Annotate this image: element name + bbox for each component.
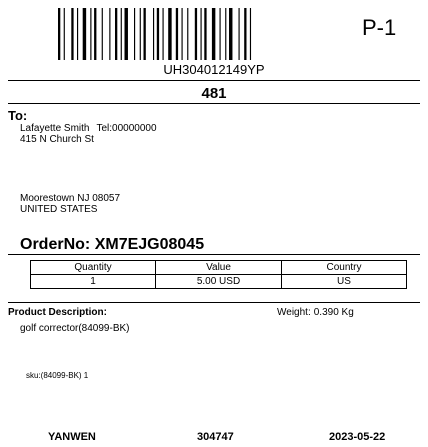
recipient-city: Moorestown NJ 08057 bbox=[20, 193, 121, 204]
page-code: P-1 bbox=[362, 15, 397, 40]
footer-date: 2023-05-22 bbox=[329, 431, 386, 443]
product-description: golf corrector(84099-BK) bbox=[20, 323, 130, 334]
header-quantity: Quantity bbox=[31, 261, 156, 275]
recipient-country: UNITED STATES bbox=[20, 204, 98, 215]
table-row bbox=[31, 275, 407, 289]
divider bbox=[8, 103, 420, 104]
tracking-number: UH304012149YP bbox=[163, 62, 265, 77]
recipient-name-row bbox=[20, 123, 157, 134]
recipient-tel: Tel:00000000 bbox=[96, 123, 157, 134]
divider bbox=[8, 80, 420, 81]
footer-code: 304747 bbox=[197, 431, 234, 443]
divider bbox=[8, 254, 420, 255]
footer-carrier: YANWEN bbox=[48, 431, 96, 443]
divider bbox=[8, 302, 420, 303]
sort-code: 481 bbox=[201, 85, 227, 102]
header-country: Country bbox=[282, 261, 407, 275]
order-value: XM7EJG08045 bbox=[94, 236, 205, 253]
weight bbox=[277, 307, 354, 319]
cell-quantity: 1 bbox=[31, 275, 156, 289]
recipient-name: Lafayette Smith bbox=[20, 123, 90, 134]
sku-line: sku:(84099-BK) 1 bbox=[26, 371, 89, 380]
weight-label: Weight: bbox=[277, 307, 311, 318]
shipment-table bbox=[30, 260, 407, 289]
order-label: OrderNo: bbox=[20, 236, 91, 253]
to-label: To: bbox=[8, 108, 28, 123]
header-value: Value bbox=[156, 261, 282, 275]
recipient-street: 415 N Church St bbox=[20, 134, 94, 145]
order-number bbox=[20, 236, 204, 254]
cell-value: 5.00 USD bbox=[156, 275, 282, 289]
weight-value: 0.390 Kg bbox=[313, 307, 354, 318]
cell-country: US bbox=[282, 275, 407, 289]
table-header-row bbox=[31, 261, 407, 275]
barcode bbox=[58, 8, 301, 60]
product-description-label: Product Description: bbox=[8, 307, 107, 318]
